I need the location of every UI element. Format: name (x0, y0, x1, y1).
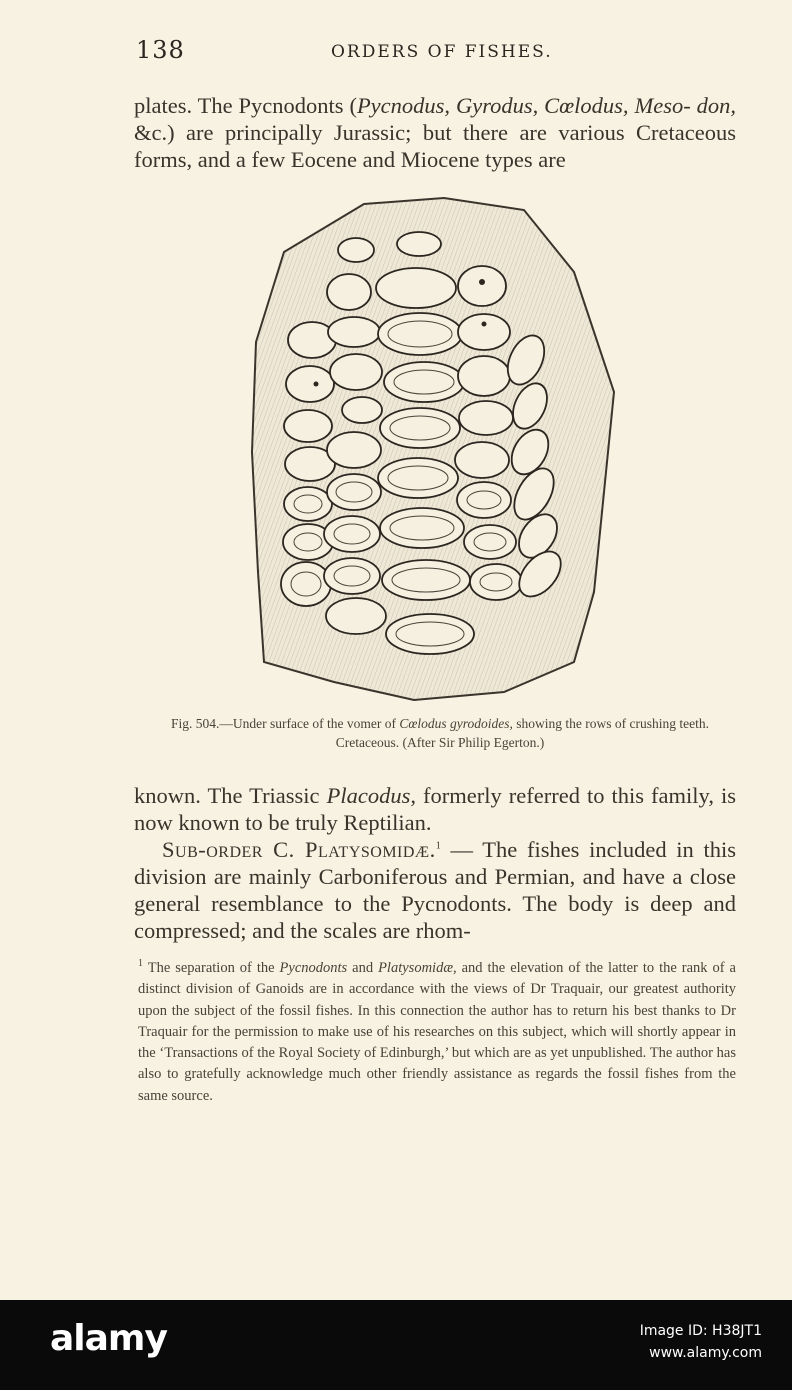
footnote-reference[interactable]: 1 (435, 840, 441, 852)
text-run: known. The Triassic (134, 783, 327, 808)
stock-watermark-bar (0, 1300, 792, 1390)
suborder-heading: Sub-order C. Platysomidæ. (162, 837, 436, 862)
footnote-mark: 1 (138, 958, 143, 970)
text-run: — The fishes included in this division are mainly Carboniferous and Permian, and have a close general resemblance to the Pycnodonts. The body is deep and compressed; and the scales are rhom- (134, 837, 736, 943)
caption-text: Fig. 504.—Under surface of the vomer of (171, 716, 400, 731)
footnote-text: and the elevation of the latter to the rank of a distinct division of Ganoids are in accordance with the views of Dr Traquair, our greatest authority upon the subject of the fossil fishes. In this connection the author has to return his best thanks to Dr Traquair for the permission to make use of his researches on this subject, which will shortly appear in the ‘Transactions of the Royal Society of Edinburgh,’ but which are as yet unpublished. The author has also to gratefully acknowledge much other friendly assistance as regards the fossil fishes from the same source. (138, 960, 736, 1104)
paragraph-top (134, 92, 736, 173)
text-run: &c.) are principally Jurassic; but there are various Cretaceous forms, and a few Eocene and Miocene types are (134, 120, 736, 172)
footnote-term: Pycnodonts (279, 960, 348, 976)
page-header (136, 36, 732, 66)
paragraph-placodus (134, 782, 736, 836)
footnote (138, 958, 736, 1107)
footnote-text: and (347, 960, 379, 976)
running-title: ORDERS OF FISHES. (331, 42, 553, 62)
site-url[interactable]: www.alamy.com (649, 1345, 762, 1361)
image-id: Image ID: H38JT1 (639, 1323, 762, 1339)
page-number: 138 (136, 36, 185, 64)
caption-text: showing the rows of crushing teeth. Cretaceous. (After Sir Philip Egerton.) (335, 716, 709, 750)
genus-list: Pycnodus, Gyrodus, Cœlodus, Meso- (356, 93, 691, 118)
paragraph-platysomidae (134, 836, 736, 944)
figure-vomer-illustration (244, 192, 624, 704)
text-run: formerly referred to this family, is now known to be truly Reptilian. (134, 783, 736, 835)
image-id-block (640, 1320, 762, 1364)
paragraph-bottom (134, 782, 736, 944)
fossil-engraving (244, 192, 624, 704)
text-run: plates. The Pycnodonts ( (134, 93, 357, 118)
alamy-logo: alamy (50, 1318, 167, 1359)
genus-list-cont: don, (696, 93, 736, 118)
figure-caption (150, 714, 730, 752)
footnote-text: The separation of the (143, 960, 280, 976)
footnote-term: Platysomidæ, (378, 960, 457, 976)
genus-placodus: Placodus, (326, 783, 416, 808)
caption-species: Cœlodus gyrodoides, (399, 716, 513, 731)
